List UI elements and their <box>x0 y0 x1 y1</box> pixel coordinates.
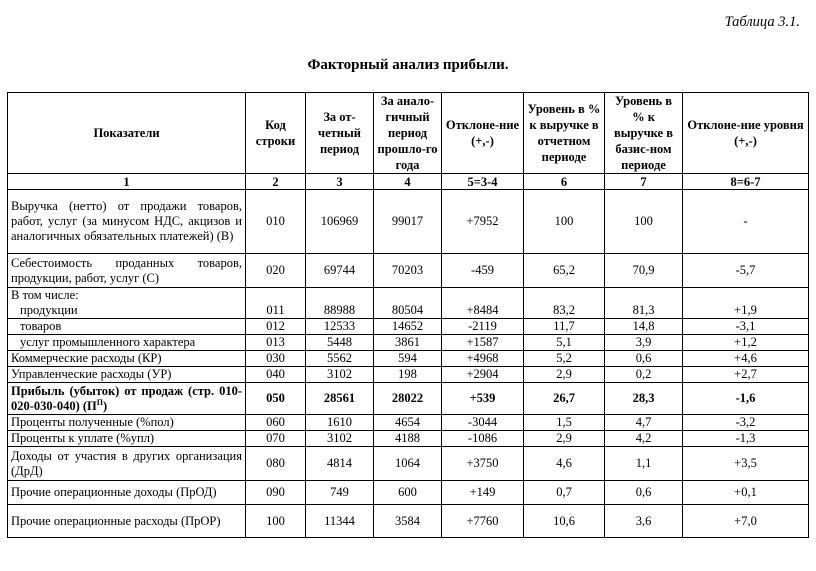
deviation-value: +7952 <box>442 190 524 254</box>
deviation-value: +4968 <box>442 351 524 367</box>
deviation-value: +539 <box>442 383 524 415</box>
level-base: 3,6 <box>605 505 683 538</box>
current-value: 106969 <box>306 190 374 254</box>
current-value: 69744 <box>306 254 374 288</box>
table-row <box>8 383 809 415</box>
deviation-value: +7760 <box>442 505 524 538</box>
level-current: 100 <box>524 190 605 254</box>
line-code: 030 <box>246 351 306 367</box>
table-row <box>8 335 809 351</box>
deviation-value: +1587 <box>442 335 524 351</box>
level-current: 26,7 <box>524 383 605 415</box>
line-code: 090 <box>246 481 306 505</box>
level-deviation: -5,7 <box>683 254 809 288</box>
header-level-deviation: Отклоне-ние уровня (+,-) <box>683 93 809 174</box>
row-label: Прочие операционные расходы (ПрОР) <box>8 505 246 538</box>
table-row <box>8 351 809 367</box>
table-row <box>8 415 809 431</box>
level-current: 1,5 <box>524 415 605 431</box>
level-base: 70,9 <box>605 254 683 288</box>
level-current: 10,6 <box>524 505 605 538</box>
current-value: 749 <box>306 481 374 505</box>
current-value: 28561 <box>306 383 374 415</box>
row-label: услуг промышленного характера <box>8 335 246 351</box>
level-current: 5,2 <box>524 351 605 367</box>
table-row <box>8 319 809 335</box>
deviation-value: +3750 <box>442 447 524 481</box>
table-row <box>8 447 809 481</box>
current-value: 3102 <box>306 431 374 447</box>
col-number: 7 <box>605 174 683 190</box>
level-deviation: -3,2 <box>683 415 809 431</box>
table-title: Факторный анализ прибыли. <box>307 57 509 73</box>
level-current: 2,9 <box>524 431 605 447</box>
table-row <box>8 288 809 319</box>
level-deviation: +3,5 <box>683 447 809 481</box>
line-code: 070 <box>246 431 306 447</box>
row-label-group: В том числе: <box>11 288 79 302</box>
level-base: 3,9 <box>605 335 683 351</box>
previous-value: 4654 <box>374 415 442 431</box>
level-base: 0,2 <box>605 367 683 383</box>
header-indicators: Показатели <box>8 93 246 174</box>
previous-value: 600 <box>374 481 442 505</box>
level-deviation: +7,0 <box>683 505 809 538</box>
level-current: 0,7 <box>524 481 605 505</box>
row-label: Прибыль (убыток) от продаж (стр. 010-020-030-040) $(П^П)$ <box>8 383 246 415</box>
line-code: 100 <box>246 505 306 538</box>
col-number: 6 <box>524 174 605 190</box>
deviation-value: -2119 <box>442 319 524 335</box>
current-value: 11344 <box>306 505 374 538</box>
level-deviation: -1,6 <box>683 383 809 415</box>
previous-value: 14652 <box>374 319 442 335</box>
line-code: 013 <box>246 335 306 351</box>
level-base: 0,6 <box>605 481 683 505</box>
level-current: 83,2 <box>524 288 605 319</box>
table-row <box>8 190 809 254</box>
level-deviation: -1,3 <box>683 431 809 447</box>
deviation-value: -459 <box>442 254 524 288</box>
level-base: 14,8 <box>605 319 683 335</box>
table-row <box>8 481 809 505</box>
col-number: 5=3-4 <box>442 174 524 190</box>
line-code: 050 <box>246 383 306 415</box>
col-number: 8=6-7 <box>683 174 809 190</box>
row-label-superscript: П <box>96 397 103 407</box>
header-line-code: Код строки <box>246 93 306 174</box>
level-current: 4,6 <box>524 447 605 481</box>
table-row <box>8 254 809 288</box>
header-level-base: Уровень в % к выручке в базис-ном периоде <box>605 93 683 174</box>
current-value: 88988 <box>306 288 374 319</box>
row-label: Проценты к уплате (%упл) <box>8 431 246 447</box>
level-deviation: +1,2 <box>683 335 809 351</box>
current-value: 12533 <box>306 319 374 335</box>
header-level-current: Уровень в % к выручке в отчетном периоде <box>524 93 605 174</box>
previous-value: 1064 <box>374 447 442 481</box>
col-number: 4 <box>374 174 442 190</box>
row-label: Себестоимость проданных товаров, продукции, работ, услуг (С) <box>8 254 246 288</box>
level-base: 1,1 <box>605 447 683 481</box>
header-row <box>8 93 809 174</box>
level-current: 5,1 <box>524 335 605 351</box>
table-row <box>8 505 809 538</box>
table-row <box>8 431 809 447</box>
row-label: Коммерческие расходы (КР) <box>8 351 246 367</box>
row-label: Выручка (нетто) от продажи товаров, работ, услуг (за минусом НДС, акцизов и аналогичных обязательных платежей) (В) <box>8 190 246 254</box>
level-deviation: - <box>683 190 809 254</box>
deviation-value: +149 <box>442 481 524 505</box>
header-previous-period: За анало-гичный период прошло-го года <box>374 93 442 174</box>
level-deviation: +2,7 <box>683 367 809 383</box>
table-row <box>8 367 809 383</box>
level-base: 4,7 <box>605 415 683 431</box>
line-code: 012 <box>246 319 306 335</box>
deviation-value: +2904 <box>442 367 524 383</box>
level-current: 2,9 <box>524 367 605 383</box>
line-code: 010 <box>246 190 306 254</box>
previous-value: 198 <box>374 367 442 383</box>
current-value: 4814 <box>306 447 374 481</box>
level-base: 0,6 <box>605 351 683 367</box>
header-current-period: За от-четный период <box>306 93 374 174</box>
level-base: 28,3 <box>605 383 683 415</box>
row-label <box>8 288 246 319</box>
level-current: 65,2 <box>524 254 605 288</box>
line-code: 040 <box>246 367 306 383</box>
column-number-row <box>8 174 809 190</box>
level-base: 4,2 <box>605 431 683 447</box>
current-value: 5562 <box>306 351 374 367</box>
current-value: 1610 <box>306 415 374 431</box>
deviation-value: -1086 <box>442 431 524 447</box>
level-deviation: -3,1 <box>683 319 809 335</box>
line-code: 020 <box>246 254 306 288</box>
col-number: 2 <box>246 174 306 190</box>
deviation-value: -3044 <box>442 415 524 431</box>
current-value: 3102 <box>306 367 374 383</box>
col-number: 3 <box>306 174 374 190</box>
previous-value: 28022 <box>374 383 442 415</box>
deviation-value: +8484 <box>442 288 524 319</box>
previous-value: 70203 <box>374 254 442 288</box>
level-deviation: +1,9 <box>683 288 809 319</box>
previous-value: 80504 <box>374 288 442 319</box>
row-label: Прочие операционные доходы (ПрОД) <box>8 481 246 505</box>
line-code: 011 <box>246 288 306 319</box>
level-base: 100 <box>605 190 683 254</box>
level-current: 11,7 <box>524 319 605 335</box>
previous-value: 99017 <box>374 190 442 254</box>
previous-value: 3584 <box>374 505 442 538</box>
profit-factor-table <box>7 92 809 538</box>
previous-value: 594 <box>374 351 442 367</box>
line-code: 060 <box>246 415 306 431</box>
col-number: 1 <box>8 174 246 190</box>
previous-value: 3861 <box>374 335 442 351</box>
level-base: 81,3 <box>605 288 683 319</box>
row-label-text: продукции <box>20 303 78 317</box>
current-value: 5448 <box>306 335 374 351</box>
row-label: товаров <box>8 319 246 335</box>
row-label: Управленческие расходы (УР) <box>8 367 246 383</box>
row-label: Доходы от участия в других организация (ДрД) <box>8 447 246 481</box>
line-code: 080 <box>246 447 306 481</box>
level-deviation: +0,1 <box>683 481 809 505</box>
previous-value: 4188 <box>374 431 442 447</box>
table-caption: Таблица 3.1. <box>724 14 800 30</box>
row-label: Проценты полученные (%пол) <box>8 415 246 431</box>
level-deviation: +4,6 <box>683 351 809 367</box>
header-deviation: Отклоне-ние (+,-) <box>442 93 524 174</box>
